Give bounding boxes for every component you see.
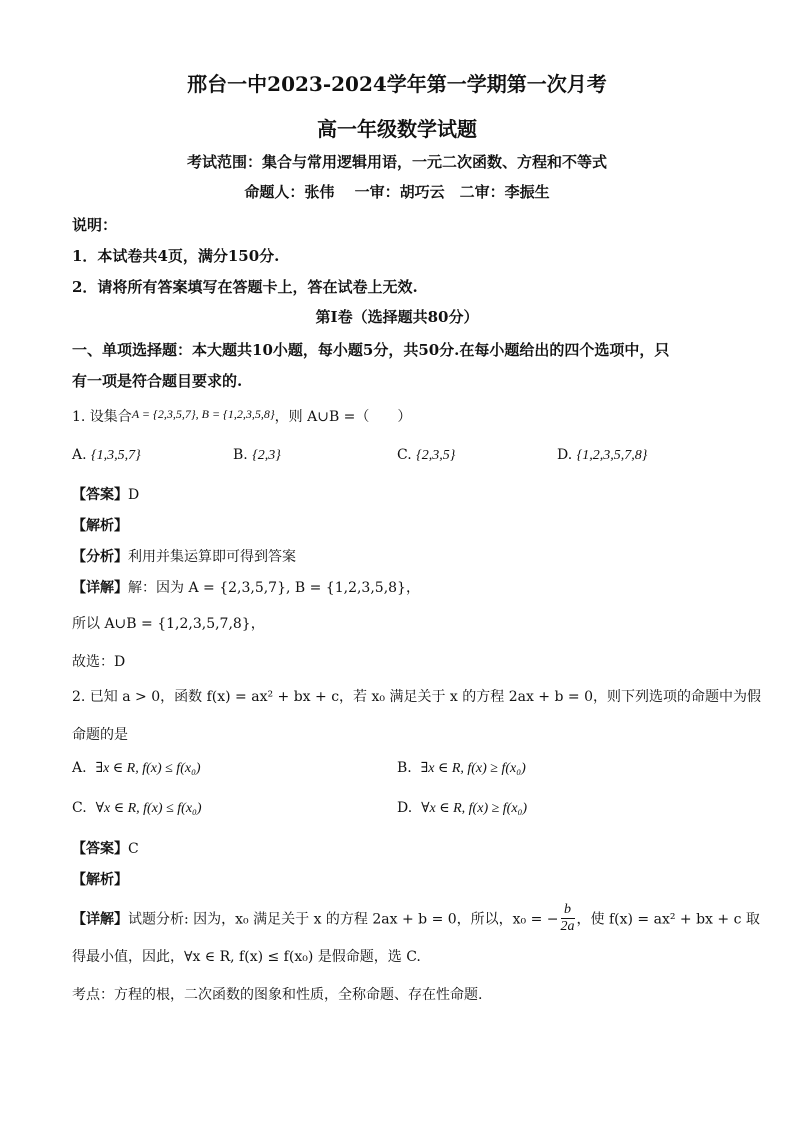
option-label: C.: [397, 447, 412, 463]
answer-tag: 【答案】: [72, 487, 128, 503]
note-item-2: 2．请将所有答案填写在答题卡上，答在试卷上无效.: [72, 278, 418, 296]
q1-option-b: [233, 447, 281, 464]
option-label: A.: [72, 760, 87, 776]
option-text: {2,3,5}: [416, 448, 456, 463]
q2-option-a: [72, 760, 201, 777]
detail-text-a: 试题分析: 因为，x₀ 满足关于 x 的方程 2ax + b = 0，所以，x₀ = −: [128, 911, 559, 928]
q1-option-d: [557, 447, 647, 464]
detail-tag: 【详解】: [72, 911, 128, 928]
q1-conclusion: 故选：D: [72, 654, 126, 670]
q1-option-a: [72, 447, 141, 464]
q2-answer: [72, 838, 139, 858]
option-label: B.: [233, 447, 248, 463]
q1-fenxi: [72, 546, 296, 566]
q1-stem-prefix: 1. 设集合: [72, 409, 132, 425]
option-text: {1,2,3,5,7,8}: [576, 448, 648, 463]
q1-detail: [72, 577, 420, 597]
option-label: D.: [397, 800, 413, 816]
q1-detail-2: 所以 A∪B = {1,2,3,5,7,8}，: [72, 616, 265, 632]
q2-option-c: [72, 800, 202, 817]
q1-stem-math: A = {2,3,5,7}, B = {1,2,3,5,8}: [131, 407, 275, 421]
q2-stem-line2: 命题的是: [72, 727, 128, 743]
fraction-numerator: b: [561, 902, 575, 919]
q2-option-b: [397, 760, 526, 777]
exam-title: 邢台一中2023-2024学年第一学期第一次月考: [187, 72, 607, 96]
note-item-1: 1．本试卷共4页，满分150分.: [72, 247, 280, 265]
answer-tag: 【答案】: [72, 841, 128, 857]
fraction: [561, 902, 575, 935]
detail-tag: 【详解】: [72, 580, 128, 596]
fenxi-text: 利用并集运算即可得到答案: [128, 549, 296, 565]
answer-value: C: [128, 841, 139, 857]
exam-authors: 命题人：张伟 一审：胡巧云 二审：李振生: [244, 183, 550, 201]
q1-stem-suffix: ，则 A∪B =（ ）: [274, 409, 412, 425]
option-text: ∃x ∈ R, f(x) ≤ f(x₀): [95, 761, 201, 776]
q1-option-c: [397, 447, 455, 464]
section-instruction-1: 一、单项选择题：本大题共10小题，每小题5分，共50分.在每小题给出的四个选项中，只: [72, 341, 670, 359]
option-label: B.: [397, 760, 412, 776]
q2-stem-line1: 2. 已知 a > 0，函数 f(x) = ax² + bx + c，若 x₀ 满足关于 x 的方程 2ax + b = 0，则下列选项的命题中为假: [72, 689, 761, 705]
q2-detail-line2: 得最小值，因此，∀x ∈ R, f(x) ≤ f(x₀) 是假命题，选 C.: [72, 949, 421, 965]
answer-value: D: [128, 487, 140, 503]
detail-text: 解：因为 A = {2,3,5,7}, B = {1,2,3,5,8}，: [128, 580, 420, 596]
option-label: C.: [72, 800, 87, 816]
q1-answer: [72, 484, 139, 504]
fraction-denominator: 2a: [560, 919, 575, 934]
q1-analysis-tag: 【解析】: [72, 518, 128, 534]
option-text: {1,3,5,7}: [91, 448, 141, 463]
section-instruction-2: 有一项是符合题目要求的.: [72, 372, 243, 390]
option-label: A.: [72, 447, 87, 463]
detail-text-b: ，使 f(x) = ax² + bx + c 取: [576, 911, 760, 928]
option-text: ∀x ∈ R, f(x) ≤ f(x₀): [95, 801, 202, 816]
option-label: D.: [557, 447, 573, 463]
q2-option-d: [397, 800, 527, 817]
notes-heading: 说明：: [72, 216, 118, 234]
exam-scope: 考试范围：集合与常用逻辑用语，一元二次函数、方程和不等式: [186, 153, 607, 171]
fenxi-tag: 【分析】: [72, 549, 128, 565]
q1-stem: [72, 406, 411, 426]
q2-analysis-tag: 【解析】: [72, 872, 128, 888]
section-title: 第Ⅰ卷（选择题共80分）: [315, 308, 479, 326]
q2-kaodian: 考点：方程的根，二次函数的图象和性质，全称命题、存在性命题.: [72, 987, 483, 1003]
q2-detail-line1: [72, 903, 760, 936]
option-text: ∀x ∈ R, f(x) ≥ f(x₀): [421, 801, 528, 816]
option-text: ∃x ∈ R, f(x) ≥ f(x₀): [420, 761, 526, 776]
exam-subtitle: 高一年级数学试题: [317, 117, 477, 141]
option-text: {2,3}: [252, 448, 281, 463]
